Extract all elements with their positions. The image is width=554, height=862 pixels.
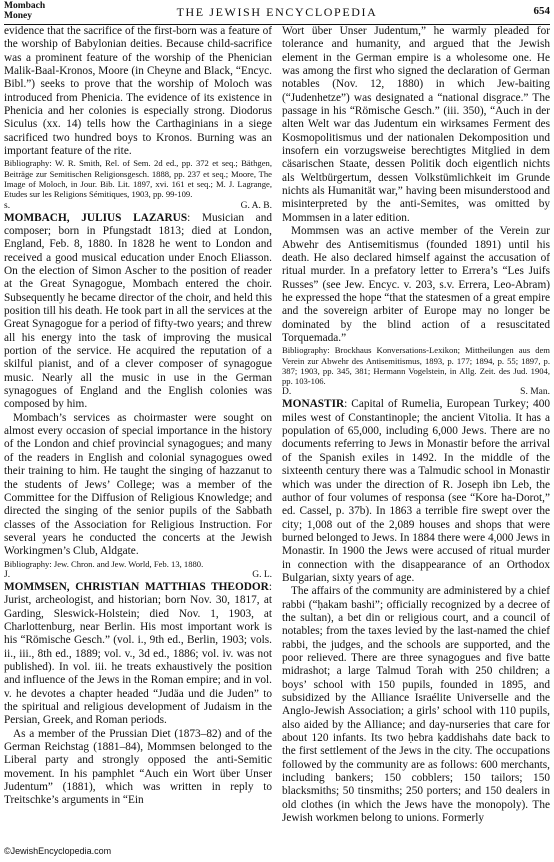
- mommsen-signature: [282, 386, 550, 398]
- right-column: [282, 25, 550, 845]
- running-head-bottom: Money: [4, 10, 32, 21]
- mombach-bibliography: Bibliography: Jew. Chron. and Jew. World, Feb. 13, 1880.: [4, 558, 204, 569]
- left-column: [4, 25, 272, 845]
- molech-article-ending: evidence that the sacrifice of the first-born was a feature of the worship of Babylonian deities. Because child-sacrifice was a prominent feature of the worship of the Phenician Malik-Baal-Kronos, Moore (in Cheyne and Black, “Encyc. Bibl.”) seeks to prove that the worship of Moloch was introduced from Phenicia. The evidence of its existence in Phenicia and her colonies is especially strong. Diodorus Siculus (xx. 14) tells how the Carthaginians in a siege sacrificed two hundred boys to Kronos. Burning was an important feature of the rite.: [4, 25, 272, 158]
- encyclopedia-page: [4, 0, 550, 862]
- mombach-signature-left: J.: [4, 569, 11, 580]
- monastir-article-paragraph: The affairs of the community are administered by a chief rabbi (“ḥakam bashi”; officially recognized by a decree of the sultan), a bet din or religious court, and a council of notables; from the taxes levied by the last-named the chief rabbi, the judges, and the schools are supported, and the poor relieved. There are three synagogues and five batte midrashot; a large Talmud Torah with 250 children; a boys’ school with 150 pupils, founded in 1895, and subsidized by the Alliance Israélite Universelle and the Anglo-Jewish Association; a girls’ school with 110 pupils, also aided by the Alliance; and day-nurseries that care for about 120 infants. Its two ḥebra ḳaddishahs date back to the first settlement of the Jews in the city. The occupations followed by the community are as follows: 600 merchants, including bankers; 150 cobblers; 150 tailors; 150 blacksmiths; 50 tinsmiths; 250 porters; and 150 dealers in old clothes (in which the Jews have the monopoly). The Jewish workmen belong to unions. Formerly: [282, 585, 550, 825]
- mombach-signature: [4, 569, 272, 581]
- molech-bibliography: Bibliography: W. R. Smith, Rel. of Sem. 2d ed., pp. 372 et seq.; Bäthgen, Beiträge zur Semitischen Religionsgesch. 1888, pp. 237 et seq.; Moore, The Image of Moloch, in Jour. Bib. Lit. 1897, xvi. 161 et seq.; M. J. Lagrange, Etudes sur les Religions Sémitiques, 1903, pp. 99-109.: [4, 158, 272, 200]
- mombach-signature-author: G. L.: [252, 569, 272, 580]
- mommsen-bibliography: Bibliography: Brockhaus Konversations-Lexikon; Mittheilungen aus dem Verein zur Abwehr des Antisemitismus, 1893, p. 177; 1894, p. 55; 1897, p. 387; 1903, pp. 345, 381; Hermann Vogelstein, in Allg. Zeit. des Jud. 1904, pp. 103-106.: [282, 345, 550, 387]
- mommsen-signature-left: D.: [282, 387, 292, 398]
- mombach-article-paragraph: Mombach’s services as choirmaster were sought on almost every occasion of special importance in the history of the London and chief provincial synagogues; and many of the readers in English and colonial synagogues owed their training to him. He taught the singing of hazzanut to the students of Jews’ College; was a member of the Committee for the Diffusion of Religious Knowledge; and directed the singing of the senior pupils of the Sabbath classes of the Association for Religious Instruction. For several years he conducted the concerts at the Jewish Workingmen’s Club, Aldgate.: [4, 411, 272, 558]
- molech-signature: [4, 200, 272, 212]
- mommsen-intro-text: : Jurist, archeologist, and historian; born Nov. 30, 1817, at Garding, Sleswick-Holstein; died Nov. 1, 1903, at Charlottenburg, near Berlin. His most important work is his “Römische Gesch.” (vol. i., 9th ed., Berlin, 1903; vols. ii., iii., 8th ed., 1889; vol. v., 3d ed., 1886; vol. iv. was not published). In vol. iii. he treats exhaustively the position and influence of the Jews in the Roman empire; and in vol. v. he devotes a chapter headed “Judäa und die Juden” to the spiritual and religious development of Judaism in the Persian, Greek, and Roman periods.: [4, 580, 272, 727]
- monastir-intro-text: : Capital of Rumelia, European Turkey; 400 miles west of Constantinople; the ancient Vitolia. It has a population of 65,000, including 6,000 Jews. There are no documents referring to Jews in Monastir before the arrival of the Spanish exiles in 1492. In the middle of the sixteenth century there was a Talmudic school in Monastir which was under the direction of R. Joseph ibn Leb, the author of four volumes of responsa (see “Kore ha-Dorot,” ed. Cassel, p. 37b). In 1863 a terrible fire swept over the city; 1,008 out of the 2,089 houses and shops that were burned belonged to Jews. In 1884 there were 4,000 Jews in Monastir. In 1900 the Jews were accused of ritual murder in connection with the disappearance of an Orthodox Bulgarian, sixty years of age.: [282, 398, 550, 584]
- mombach-intro-text: : Musician and composer; born in Pfungstadt 1813; died at London, England, Feb. 8, 1880. In 1828 he went to London and received a good musical education under Enoch Eliasson. On the election of Simon Ascher to the position of reader at the Great Synagogue, Mombach entered the choir. Subsequently he became director of the choir, and held this position till his death. He took part in all the services at the Great Synagogue for a period of fifty-two years; and threw all his energy into the task of improving the musical portion of the service. He acquired the reputation of a skilful pianist, and of a clever composer of synagogue music. Nearly all the music in use in the German synagogues of England and the English colonies was composed by him.: [4, 211, 272, 411]
- page-header: [4, 2, 550, 22]
- mombach-article-intro: [4, 212, 272, 412]
- mommsen-paragraph-continued: Wort über Unser Judentum,” he warmly pleaded for tolerance and humanity, and argued that the Jewish element in the German empire is a wholesome one. He was among the first who signed the declaration of German notables (Nov. 12, 1880) in which Jew-baiting (“Judenhetze”) was designated a “national disgrace.” The passage in his “Römische Gesch.” (iii. 350), “Auch in der alten Welt war das Judentum ein wirksames Ferment des Kosmopolitismus und der nationalen Dekomposition und insofern ein vorzugsweise berechtigtes Mitglied in dem cäsarischen Staate, dessen Politik doch eigentlich nichts als Weltbürgertum, dessen Volkstümlichkeit im Grunde nichts als Humanität war,” having been misunderstood and misinterpreted by the anti-Semites, was omitted by Mommsen in a later edition.: [282, 25, 550, 224]
- mommsen-signature-author: S. Man.: [520, 387, 550, 398]
- page-number: 654: [533, 5, 550, 17]
- mommsen-headword: MOMMSEN, CHRISTIAN MATTHIAS THEODOR: [4, 580, 269, 593]
- mombach-headword: MOMBACH, JULIUS LAZARUS: [4, 211, 188, 224]
- mommsen-article-intro: [4, 581, 272, 728]
- molech-signature-left: s.: [4, 200, 11, 211]
- publication-title: THE JEWISH ENCYCLOPEDIA: [176, 5, 378, 19]
- monastir-article-intro: [282, 398, 550, 585]
- running-head-top: Mombach: [4, 1, 46, 11]
- molech-signature-author: G. A. B.: [240, 200, 272, 211]
- copyright-footer: ©JewishEncyclopedia.com: [4, 846, 112, 856]
- mommsen-article-paragraph: As a member of the Prussian Diet (1873–82) and of the German Reichstag (1881–84), Mommsen belonged to the Liberal party and strongly opposed the anti-Semitic movement. In his pamphlet “Auch ein Wort über Unser Judentum” (1881), which was written in reply to Treitschke’s arguments in “Ein: [4, 727, 272, 807]
- monastir-headword: MONASTIR: [282, 398, 345, 411]
- mommsen-article-paragraph: Mommsen was an active member of the Verein zur Abwehr des Antisemitismus (founded 1891) until his death. He also declared himself against the accusation of ritual murder. In a prefatory letter to Errera’s “Les Juifs Russes” (see Jew. Encyc. v. 203, s.v. Errera, Leo-Abram) he expressed the hope “that the statesmen of a great empire and the sovereign arbiter of Europe may no longer be dominated by the blind action of a resuscitated Torquemada.”: [282, 225, 550, 344]
